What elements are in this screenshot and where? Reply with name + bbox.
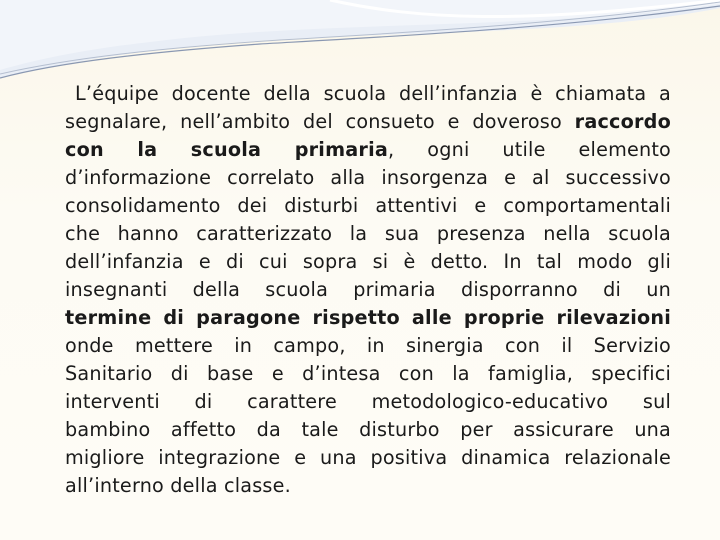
paragraph-line: all’interno della classe. — [65, 474, 291, 497]
text-span: segnalare, nell’ambito del consueto e doveroso — [65, 110, 575, 133]
bold-text: con la scuola primaria — [65, 138, 389, 161]
paragraph-line: che hanno caratterizzato la sua presenza nella scuola — [65, 222, 671, 245]
paragraph-line: bambino affetto da tale disturbo per assicurare una — [65, 418, 671, 441]
paragraph-line: consolidamento dei disturbi attentivi e comportamentali — [65, 194, 671, 217]
paragraph-line: Sanitario di base e d’intesa con la famiglia, specifici — [65, 362, 671, 385]
paragraph-line: migliore integrazione e una positiva dinamica relazionale — [65, 446, 671, 469]
paragraph-line: insegnanti della scuola primaria disporranno di un — [65, 278, 671, 301]
paragraph-line: interventi di carattere metodologico-educativo sul — [65, 390, 671, 413]
paragraph-line-bold: termine di paragone rispetto alle proprie rilevazioni — [65, 306, 671, 329]
bold-text: raccordo — [574, 110, 671, 133]
paragraph-line — [65, 136, 671, 164]
paragraph-line: onde mettere in campo, in sinergia con il Servizio — [65, 334, 671, 357]
paragraph-line — [65, 108, 671, 136]
paragraph-line: L’équipe docente della scuola dell’infanzia è chiamata a — [75, 82, 671, 105]
text-span: , ogni utile elemento — [388, 138, 671, 161]
body-paragraph — [65, 80, 671, 500]
paragraph-line: d’informazione correlato alla insorgenza e al successivo — [65, 166, 671, 189]
paragraph-line: dell’infanzia e di cui sopra si è detto. In tal modo gli — [65, 250, 671, 273]
